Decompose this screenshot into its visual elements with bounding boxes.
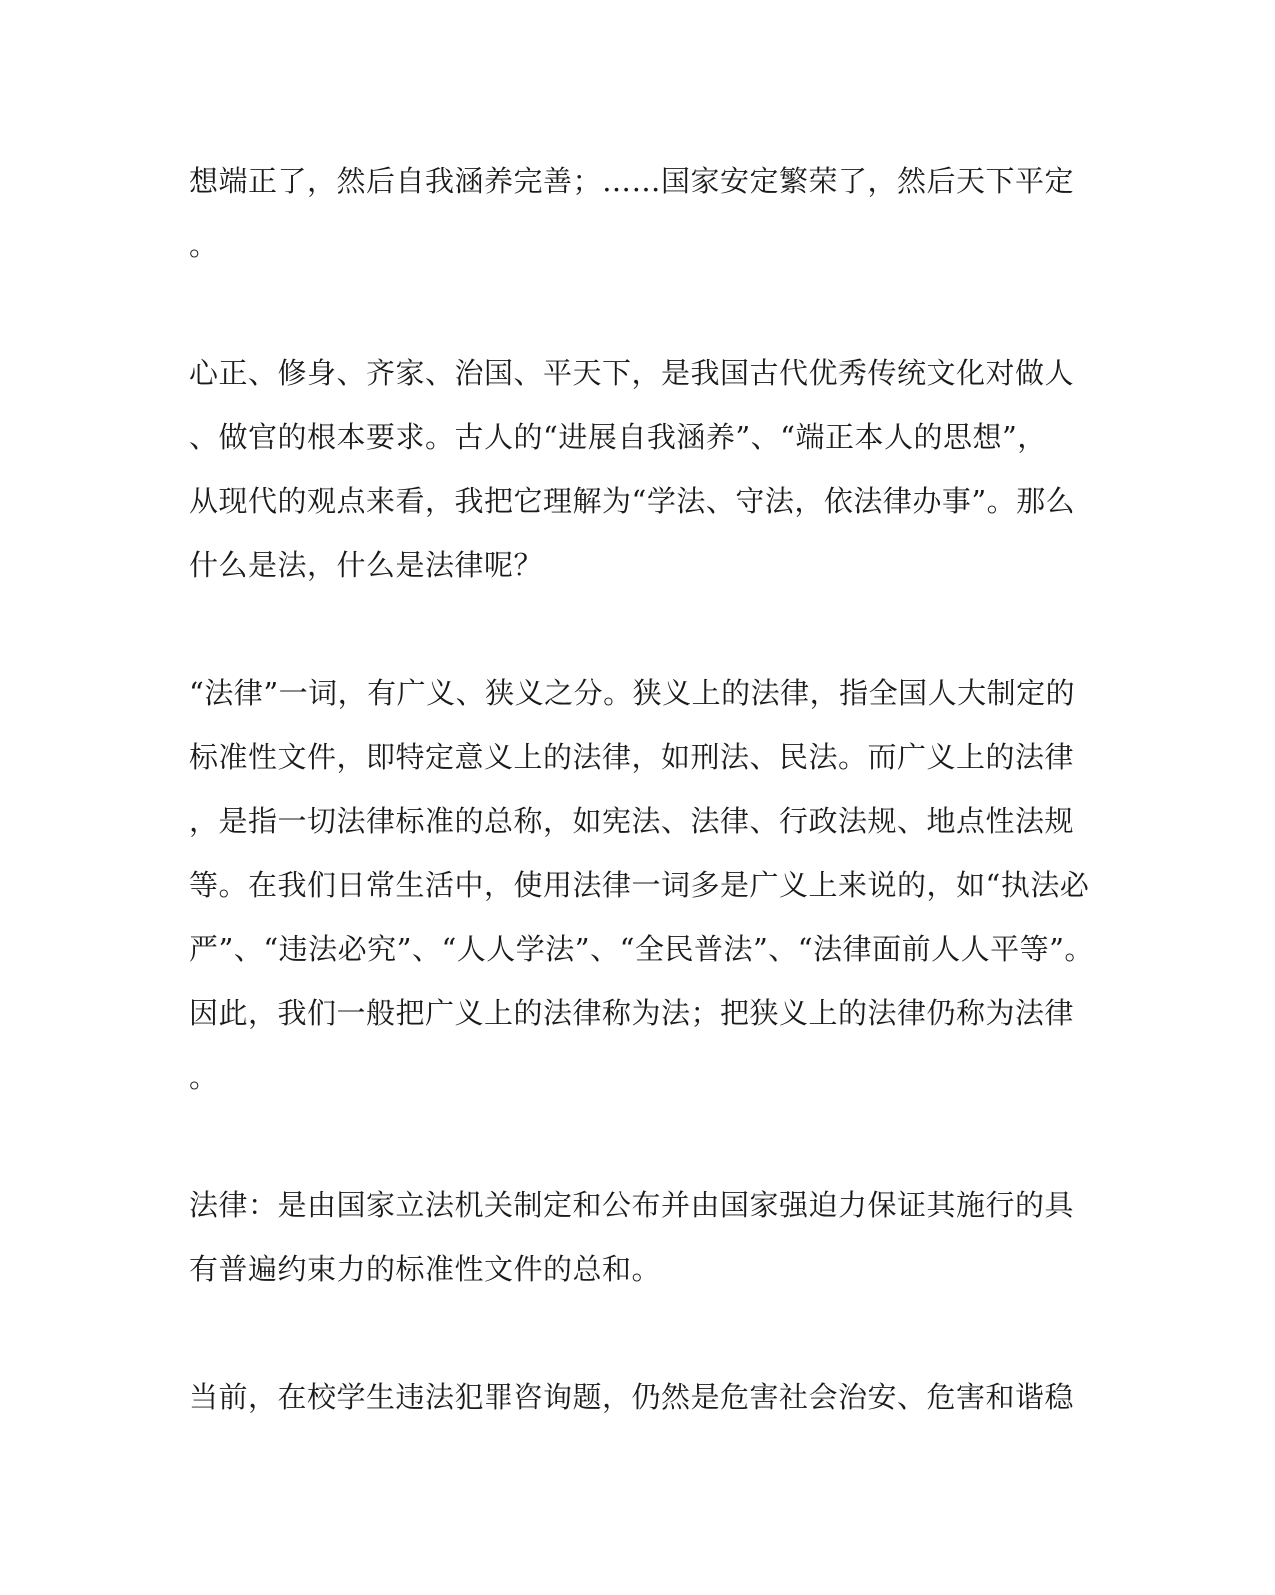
text-line-13: 。 — [189, 1060, 219, 1094]
text-line-14: 法律：是由国家立法机关制定和公布并由国家强迫力保证其施行的具 — [189, 1188, 1075, 1222]
text-line-10: 等。在我们日常生活中，使用法律一词多是广义上来说的，如“执法必 — [189, 868, 1090, 902]
text-line-7: “法律”一词，有广义、狭义之分。狭义上的法律，指全国人大制定的 — [189, 676, 1076, 710]
text-line-2: 。 — [189, 228, 219, 262]
text-line-15: 有普遍约束力的标准性文件的总和。 — [189, 1252, 662, 1286]
text-line-8: 标准性文件，即特定意义上的法律，如刑法、民法。而广义上的法律 — [189, 740, 1075, 774]
text-line-16: 当前，在校学生违法犯罪咨询题，仍然是危害社会治安、危害和谐稳 — [189, 1380, 1075, 1414]
text-line-9: ，是指一切法律标准的总称，如宪法、法律、行政法规、地点性法规 — [189, 804, 1075, 838]
text-line-11: 严”、“违法必究”、“人人学法”、“全民普法”、“法律面前人人平等”。 — [189, 932, 1094, 966]
text-line-12: 因此，我们一般把广义上的法律称为法；把狭义上的法律仍称为法律 — [189, 996, 1075, 1030]
text-line-5: 从现代的观点来看，我把它理解为“学法、守法，依法律办事”。那么 — [189, 484, 1076, 518]
text-line-4: 、做官的根本要求。古人的“进展自我涵养”、“端正本人的思想”， — [189, 420, 1047, 454]
text-line-1: 想端正了，然后自我涵养完善；……国家安定繁荣了，然后天下平定 — [189, 164, 1075, 198]
text-line-3: 心正、修身、齐家、治国、平天下，是我国古代优秀传统文化对做人 — [189, 356, 1075, 390]
text-line-6: 什么是法，什么是法律呢？ — [189, 548, 544, 582]
